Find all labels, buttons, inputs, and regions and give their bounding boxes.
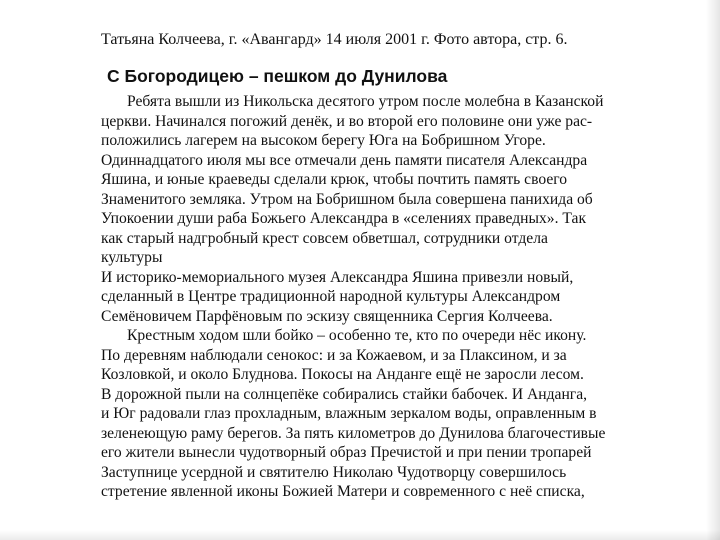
- source-citation: Татьяна Колчеева, г. «Авангард» 14 июля 2001 г. Фото автора, стр. 6.: [101, 31, 568, 48]
- body-line: Семёновичем Парфёновым по эскизу священника Сергия Колчеева.: [101, 307, 553, 325]
- body-line: культуры: [101, 249, 163, 266]
- body-line: его жители вынесли чудотворный образ Пречистой и при пении тропарей: [101, 444, 592, 461]
- body-line: Ребята вышли из Никольска десятого утром после молебна в Казанской: [127, 93, 604, 110]
- body-line: И историко-мемориального музея Александра Яшина привезли новый,: [101, 268, 574, 286]
- body-line: как старый надгробный крест совсем обветшал, сотрудники отдела: [101, 229, 548, 247]
- body-line: В дорожной пыли на солнцепёке собирались стайки бабочек. И Анданга,: [101, 385, 588, 403]
- body-line: стретение явленной иконы Божией Матери и современного с неё списка,: [101, 483, 585, 500]
- body-line: Козловкой, и около Блуднова. Покосы на Анданге ещё не заросли лесом.: [101, 366, 584, 383]
- body-line: По деревням наблюдали сенокос: и за Кожаевом, и за Плаксином, и за: [101, 346, 567, 364]
- page-edge-shadow: [706, 0, 720, 540]
- article-heading: С Богородицею – пешком до Дунилова: [107, 66, 448, 86]
- body-line: сделанный в Центре традиционной народной культуры Александром: [101, 288, 561, 305]
- body-line: и Юг радовали глаз прохладным, влажным зеркалом воды, оправленным в: [101, 405, 597, 422]
- body-line: Яшина, и юные краеведы сделали крюк, чтобы почтить память своего: [101, 171, 568, 188]
- body-line: Крестным ходом шли бойко – особенно те, кто по очереди нёс икону.: [127, 327, 587, 344]
- body-line: Заступнице усердной и святителю Николаю Чудотворцу совершилось: [101, 463, 567, 481]
- body-line: Упокоении души раба Божьего Александра в «селениях праведных». Так: [101, 210, 587, 227]
- page-bottom-shadow: [0, 530, 720, 540]
- article-body: [101, 92, 691, 502]
- body-line: церкви. Начинался погожий денёк, и во второй его половине они уже рас-: [101, 112, 593, 130]
- body-line: Одиннадцатого июля мы все отмечали день памяти писателя Александра: [101, 151, 588, 169]
- body-line: зеленеющую раму берегов. За пять километров до Дунилова благочестивые: [101, 424, 606, 442]
- body-line: Знаменитого земляка. Утром на Бобришном была совершена панихида об: [101, 190, 593, 208]
- body-line: положились лагерем на высоком берегу Юга на Бобришном Угоре.: [101, 132, 546, 149]
